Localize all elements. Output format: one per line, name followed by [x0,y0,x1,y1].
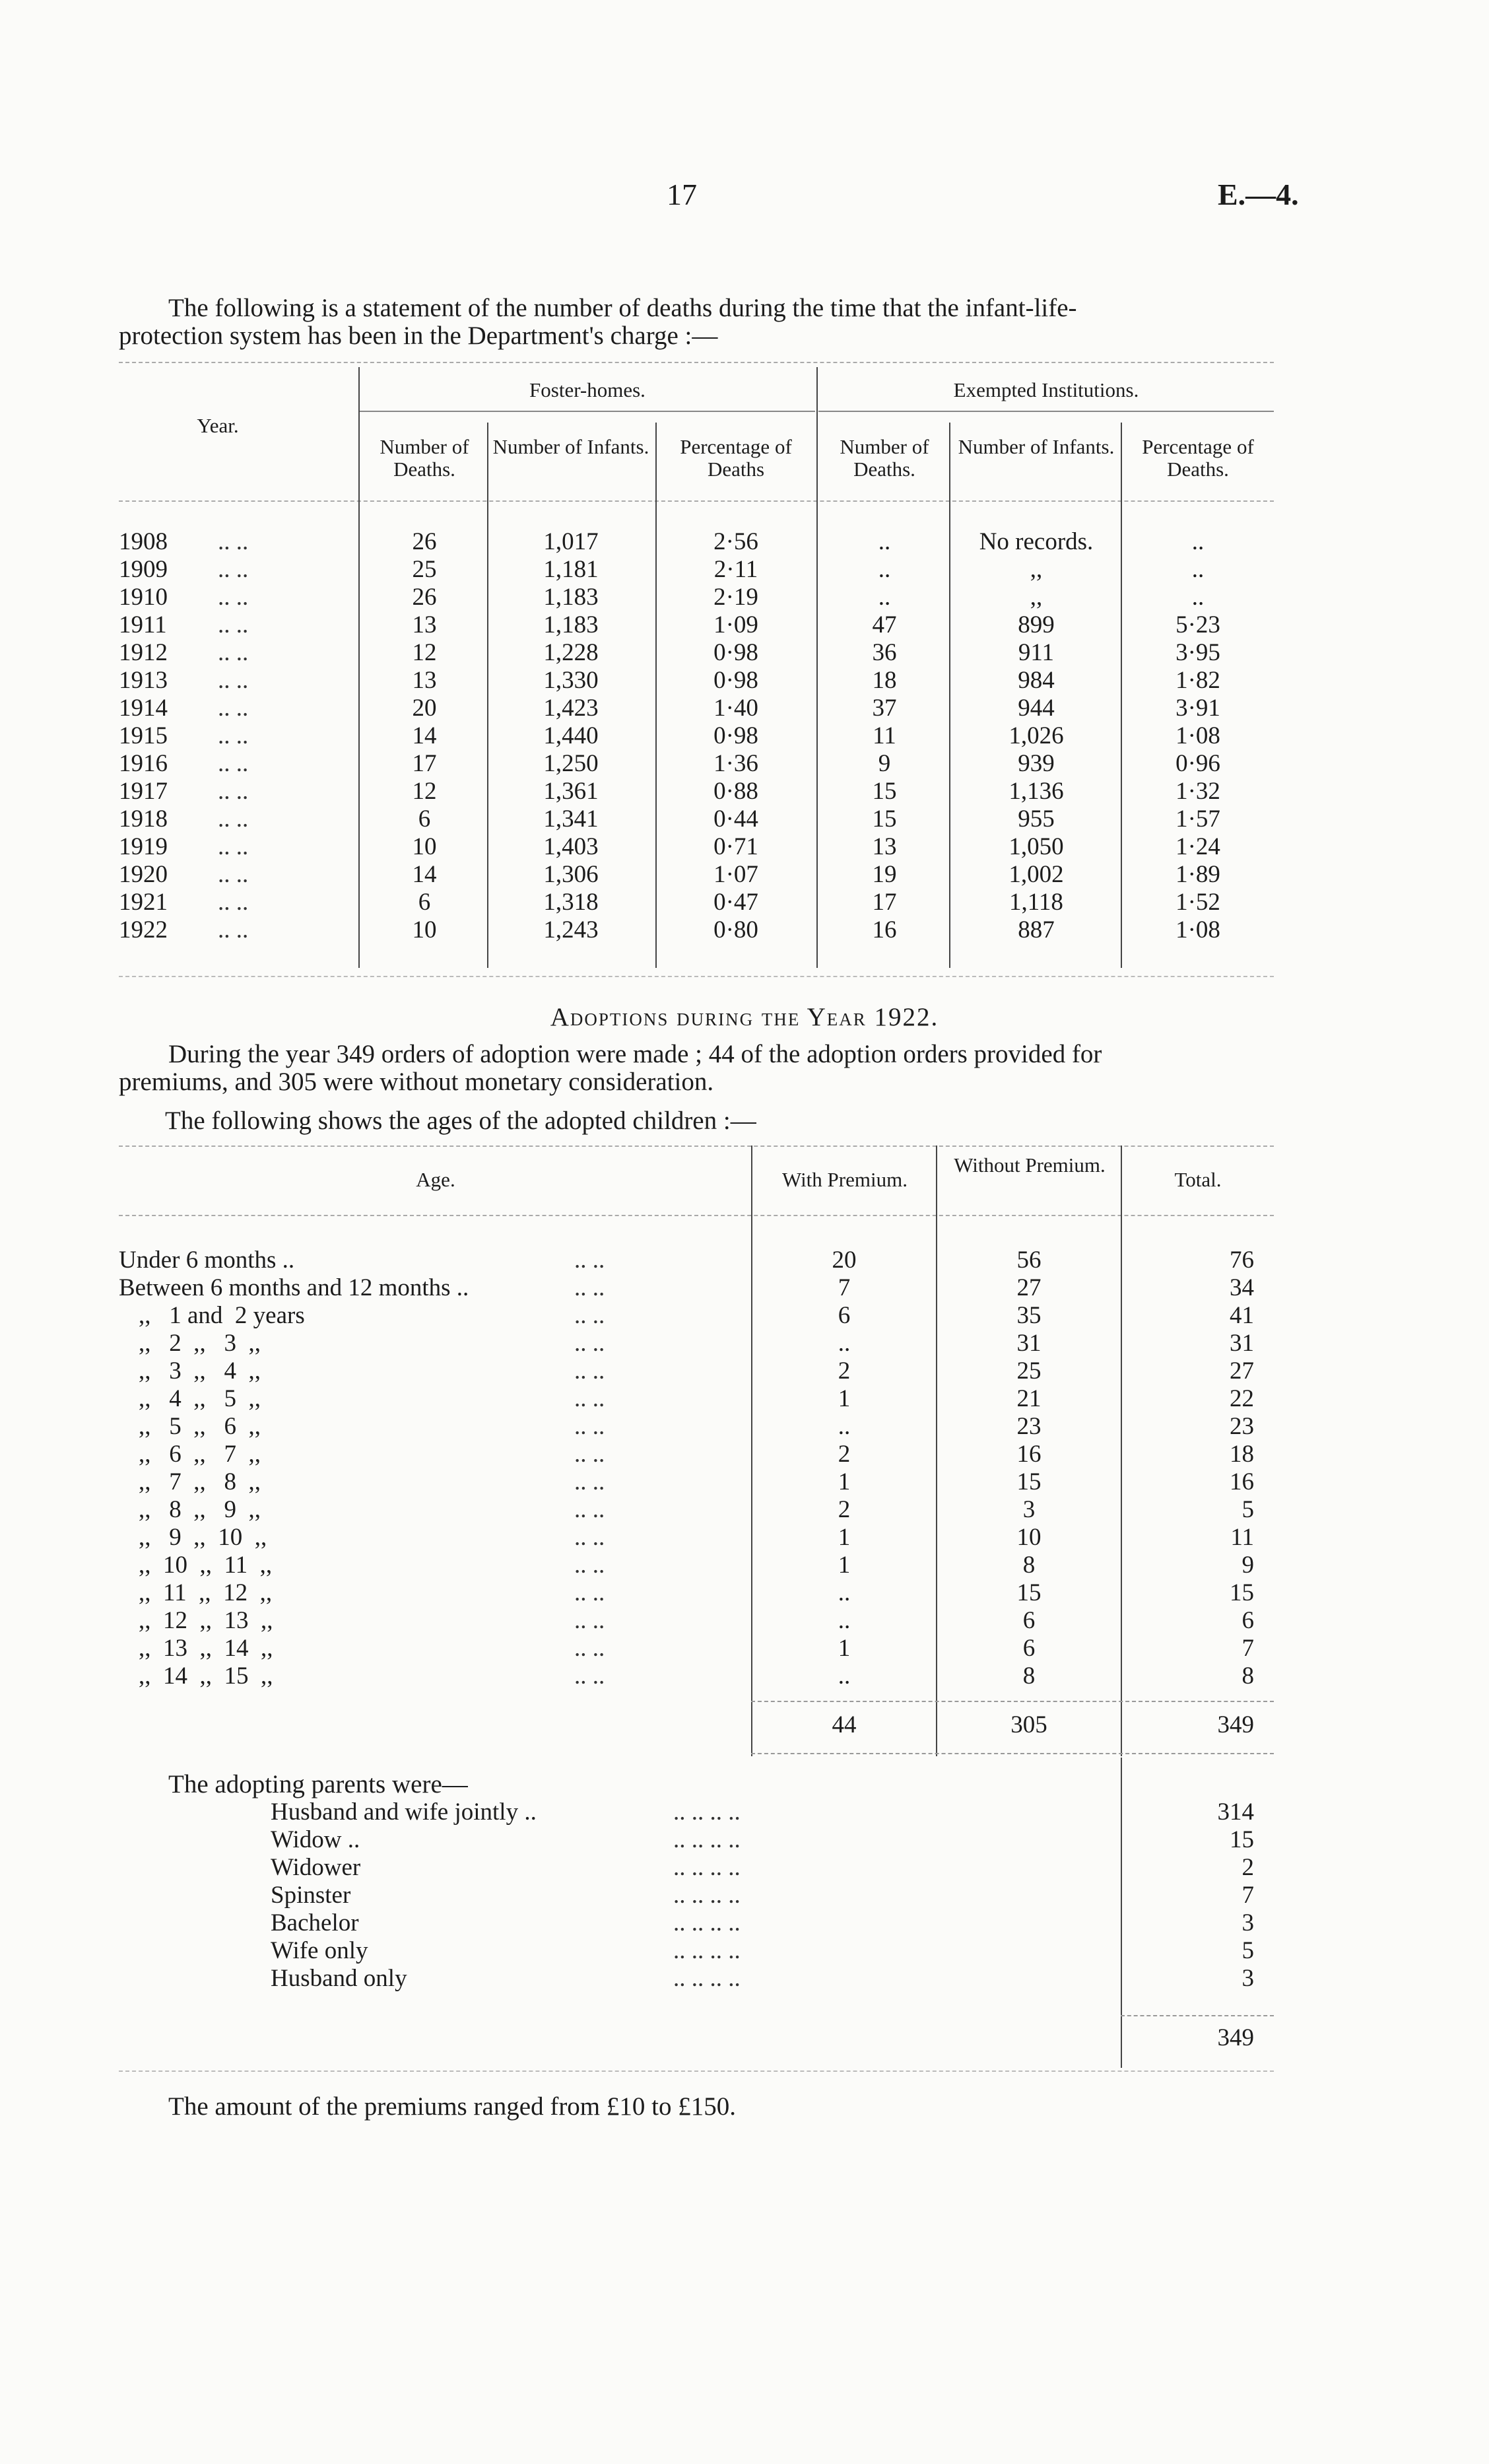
year-cell: 1918 [119,805,168,833]
leader-dots: .. .. [574,1524,605,1551]
year-cell: 1913 [119,667,168,694]
leader-dots: .. .. [574,1496,605,1523]
year-cell: 1912 [119,639,168,666]
leader-dots: .. .. [574,1330,605,1357]
total-cell: 16 [1230,1468,1254,1495]
leader-dots: .. .. [574,1413,605,1440]
foster-percentage-cell: 2·11 [713,556,758,583]
col-foster-infants-header: Number of Infants. [492,435,649,458]
foster-percentage-cell: 0·98 [713,667,758,694]
total-with-premium: 44 [832,1711,857,1738]
col-total-header: Total. [1174,1168,1222,1191]
parent-label-cell: Husband only [271,1965,407,1992]
parent-value-cell: 314 [1217,1798,1254,1826]
age-label-cell: ,, 12 ,, 13 ,, [139,1607,273,1634]
adoptions-text-line1: During the year 349 orders of adoption were made ; 44 of the adoption orders provided for [168,1040,1102,1068]
exempt-percentage-cell: 1·82 [1175,667,1220,694]
col-exempt-deaths-header: Number of Deaths. [840,435,929,481]
age-label-cell: ,, 7 ,, 8 ,, [139,1468,261,1495]
exempt-percentage-cell: 0·96 [1175,750,1220,777]
exempt-deaths-cell: 9 [878,750,891,777]
foster-deaths-cell: 26 [412,528,437,555]
exempt-infants-cell: 887 [1018,916,1055,943]
exempt-infants-cell: ,, [1030,556,1043,583]
with-premium-cell: .. [838,1607,851,1634]
table-rule [751,1753,1274,1754]
group-underline [818,411,1274,412]
foster-infants-cell: 1,423 [543,695,599,722]
year-cell: 1910 [119,584,168,611]
intro-text-line1: The following is a statement of the number of deaths during the time that the infant-life- [168,294,1077,322]
age-label-cell: ,, 13 ,, 14 ,, [139,1635,273,1662]
without-premium-cell: 23 [1016,1413,1042,1440]
ages-intro: The following shows the ages of the adopted children :— [165,1107,756,1135]
foster-deaths-cell: 6 [418,889,431,916]
foster-infants-cell: 1,183 [543,611,599,638]
with-premium-cell: 1 [838,1524,851,1551]
without-premium-cell: 8 [1022,1662,1036,1690]
without-premium-cell: 10 [1016,1524,1042,1551]
total-cell: 11 [1230,1524,1254,1551]
exempt-deaths-cell: 15 [872,805,897,833]
page-number: 17 [667,178,697,211]
exempt-deaths-cell: .. [878,584,891,611]
leader-dots: .. .. .. .. [673,1909,741,1936]
foster-percentage-cell: 0·44 [713,805,758,833]
with-premium-cell: 2 [838,1496,851,1523]
leader-dots: .. .. [218,833,249,860]
exempt-deaths-cell: 18 [872,667,897,694]
leader-dots: .. .. .. .. [673,1965,741,1992]
leader-dots: .. .. .. .. [673,1826,741,1853]
total-cell: 27 [1230,1357,1254,1385]
age-label-cell: ,, 5 ,, 6 ,, [139,1413,261,1440]
total-cell: 15 [1230,1579,1254,1606]
table-rule [119,1215,1274,1216]
leader-dots: .. .. [218,750,249,777]
total-cell: 7 [1241,1635,1254,1662]
without-premium-cell: 25 [1016,1357,1042,1385]
total-cell: 6 [1241,1607,1254,1634]
foster-infants-cell: 1,183 [543,584,599,611]
parent-label-cell: Wife only [271,1937,368,1964]
exempt-deaths-cell: 15 [872,778,897,805]
exempt-infants-cell: 984 [1018,667,1055,694]
year-header: Year. [197,414,239,437]
column-divider [358,367,360,968]
col-foster-percentage-header: Percentage of Deaths [680,435,792,481]
parent-value-cell: 2 [1241,1854,1254,1881]
premium-note: The amount of the premiums ranged from £10 to £150. [168,2092,736,2121]
age-label-cell: ,, 10 ,, 11 ,, [139,1552,273,1579]
parent-label-cell: Spinster [271,1882,351,1909]
foster-deaths-cell: 13 [412,667,437,694]
col-without-premium-header: Without Premium. [954,1153,1106,1177]
leader-dots: .. .. [218,916,249,943]
parents-total: 349 [1217,2024,1254,2051]
parent-label-cell: Bachelor [271,1909,359,1936]
exempt-deaths-cell: .. [878,556,891,583]
total-cell: 34 [1230,1274,1254,1301]
total-cell: 22 [1230,1385,1254,1412]
year-cell: 1909 [119,556,168,583]
exempt-percentage-cell: 1·52 [1175,889,1220,916]
leader-dots: .. .. [574,1385,605,1412]
exempt-percentage-cell: 1·08 [1175,916,1220,943]
foster-deaths-cell: 14 [412,722,437,749]
foster-homes-header: Foster-homes. [529,378,645,401]
exempt-deaths-cell: 16 [872,916,897,943]
exempt-deaths-cell: 36 [872,639,897,666]
exempt-percentage-cell: .. [1191,528,1205,555]
col-foster-deaths-header: Number of Deaths. [380,435,469,481]
age-label-cell: ,, 2 ,, 3 ,, [139,1330,261,1357]
age-label-cell: ,, 11 ,, 12 ,, [139,1579,273,1606]
leader-dots: .. .. [574,1357,605,1385]
leader-dots: .. .. [218,584,249,611]
leader-dots: .. .. [218,722,249,749]
foster-deaths-cell: 14 [412,861,437,888]
adoptions-text-line2: premiums, and 305 were without monetary consideration. [119,1068,714,1096]
parents-total-rule [1121,2015,1274,2016]
with-premium-cell: 2 [838,1441,851,1468]
year-cell: 1915 [119,722,168,749]
foster-percentage-cell: 2·19 [713,584,758,611]
exempt-percentage-cell: 1·24 [1175,833,1220,860]
without-premium-cell: 15 [1016,1468,1042,1495]
foster-deaths-cell: 26 [412,584,437,611]
total-cell: 9 [1241,1552,1254,1579]
foster-percentage-cell: 0·47 [713,889,758,916]
age-label-cell: Between 6 months and 12 months .. [119,1274,469,1301]
report-code: E.—4. [1218,178,1299,211]
foster-deaths-cell: 12 [412,778,437,805]
col-age-header: Age. [416,1168,455,1191]
foster-percentage-cell: 0·88 [713,778,758,805]
leader-dots: .. .. [574,1552,605,1579]
foster-percentage-cell: 1·09 [713,611,758,638]
foster-infants-cell: 1,341 [543,805,599,833]
foster-infants-cell: 1,306 [543,861,599,888]
leader-dots: .. .. .. .. [673,1798,741,1826]
parent-value-cell: 5 [1241,1937,1254,1964]
leader-dots: .. .. [218,667,249,694]
age-label-cell: ,, 9 ,, 10 ,, [139,1524,267,1551]
exempt-percentage-cell: 1·32 [1175,778,1220,805]
exempt-deaths-cell: 37 [872,695,897,722]
foster-percentage-cell: 0·71 [713,833,758,860]
exempt-deaths-cell: 17 [872,889,897,916]
parent-value-cell: 3 [1241,1909,1254,1936]
with-premium-cell: .. [838,1662,851,1690]
leader-dots: .. .. [218,805,249,833]
exempt-infants-cell: ,, [1030,584,1043,611]
leader-dots: .. .. .. .. [673,1854,741,1881]
foster-percentage-cell: 1·40 [713,695,758,722]
age-label-cell: ,, 3 ,, 4 ,, [139,1357,261,1385]
without-premium-cell: 6 [1022,1607,1036,1634]
exempt-percentage-cell: 1·57 [1175,805,1220,833]
age-label-cell: ,, 1 and 2 years [139,1302,305,1329]
without-premium-cell: 21 [1016,1385,1042,1412]
foster-infants-cell: 1,228 [543,639,599,666]
table-rule [119,1146,1274,1147]
foster-infants-cell: 1,250 [543,750,599,777]
without-premium-cell: 8 [1022,1552,1036,1579]
foster-percentage-cell: 0·98 [713,639,758,666]
with-premium-cell: .. [838,1413,851,1440]
parent-label-cell: Widower [271,1854,361,1881]
foster-deaths-cell: 6 [418,805,431,833]
parent-value-cell: 3 [1241,1965,1254,1992]
exempt-deaths-cell: 11 [873,722,896,749]
exempt-infants-cell: 1,118 [1009,889,1063,916]
leader-dots: .. .. [574,1579,605,1606]
table-rule [119,2070,1274,2072]
exempt-infants-cell: 1,026 [1009,722,1064,749]
leader-dots: .. .. [574,1274,605,1301]
total-total: 349 [1217,1711,1254,1738]
leader-dots: .. .. [218,778,249,805]
without-premium-cell: 3 [1022,1496,1036,1523]
total-cell: 41 [1230,1302,1254,1329]
leader-dots: .. .. [574,1635,605,1662]
exempt-percentage-cell: 5·23 [1175,611,1220,638]
with-premium-cell: 2 [838,1357,851,1385]
year-cell: 1921 [119,889,168,916]
age-label-cell: ,, 8 ,, 9 ,, [139,1496,261,1523]
exempt-infants-cell: 1,136 [1009,778,1064,805]
total-cell: 18 [1230,1441,1254,1468]
leader-dots: .. .. .. .. [673,1882,741,1909]
leader-dots: .. .. [218,611,249,638]
with-premium-cell: 1 [838,1385,851,1412]
exempt-infants-cell: No records. [979,528,1094,555]
foster-deaths-cell: 17 [412,750,437,777]
foster-infants-cell: 1,318 [543,889,599,916]
foster-deaths-cell: 12 [412,639,437,666]
foster-percentage-cell: 1·07 [713,861,758,888]
leader-dots: .. .. [574,1468,605,1495]
total-cell: 5 [1241,1496,1254,1523]
leader-dots: .. .. [218,639,249,666]
with-premium-cell: 1 [838,1552,851,1579]
age-label-cell: ,, 14 ,, 15 ,, [139,1662,273,1690]
leader-dots: .. .. [574,1302,605,1329]
exempt-deaths-cell: 47 [872,611,897,638]
with-premium-cell: 1 [838,1468,851,1495]
foster-deaths-cell: 25 [412,556,437,583]
foster-deaths-cell: 13 [412,611,437,638]
foster-infants-cell: 1,403 [543,833,599,860]
with-premium-cell: .. [838,1330,851,1357]
leader-dots: .. .. [218,889,249,916]
exempt-percentage-cell: 3·91 [1175,695,1220,722]
with-premium-cell: 20 [832,1247,857,1274]
exempt-percentage-cell: 1·89 [1175,861,1220,888]
parent-value-cell: 7 [1241,1882,1254,1909]
exempt-infants-cell: 911 [1018,639,1055,666]
leader-dots: .. .. [574,1441,605,1468]
foster-infants-cell: 1,440 [543,722,599,749]
table-rule [119,362,1274,363]
parent-value-cell: 15 [1230,1826,1254,1853]
with-premium-cell: .. [838,1579,851,1606]
age-label-cell: Under 6 months .. [119,1247,295,1274]
year-cell: 1919 [119,833,168,860]
total-cell: 76 [1230,1247,1254,1274]
year-cell: 1914 [119,695,168,722]
exempt-deaths-cell: .. [878,528,891,555]
col-exempt-percentage-header: Percentage of Deaths. [1142,435,1254,481]
without-premium-cell: 6 [1022,1635,1036,1662]
leader-dots: .. .. [574,1607,605,1634]
foster-infants-cell: 1,181 [543,556,599,583]
total-cell: 31 [1230,1330,1254,1357]
exempt-percentage-cell: 1·08 [1175,722,1220,749]
parent-label-cell: Husband and wife jointly .. [271,1798,537,1826]
exempt-deaths-cell: 19 [872,861,897,888]
exempt-infants-cell: 899 [1018,611,1055,638]
with-premium-cell: 1 [838,1635,851,1662]
foster-percentage-cell: 0·80 [713,916,758,943]
foster-infants-cell: 1,017 [543,528,599,555]
exempt-infants-cell: 939 [1018,750,1055,777]
table-rule [119,500,1274,502]
foster-infants-cell: 1,330 [543,667,599,694]
leader-dots: .. .. .. .. [673,1937,741,1964]
total-without-premium: 305 [1010,1711,1047,1738]
leader-dots: .. .. [218,695,249,722]
with-premium-cell: 6 [838,1302,851,1329]
age-label-cell: ,, 4 ,, 5 ,, [139,1385,261,1412]
parents-intro: The adopting parents were— [168,1770,468,1798]
year-cell: 1920 [119,861,168,888]
year-cell: 1917 [119,778,168,805]
leader-dots: .. .. [218,528,249,555]
exempted-institutions-header: Exempted Institutions. [953,378,1139,401]
without-premium-cell: 31 [1016,1330,1042,1357]
without-premium-cell: 15 [1016,1579,1042,1606]
exempt-percentage-cell: 3·95 [1175,639,1220,666]
year-cell: 1916 [119,750,168,777]
parent-label-cell: Widow .. [271,1826,360,1853]
column-divider [816,367,818,968]
exempt-percentage-cell: .. [1191,556,1205,583]
col-with-premium-header: With Premium. [782,1168,908,1191]
leader-dots: .. .. [218,556,249,583]
without-premium-cell: 35 [1016,1302,1042,1329]
exempt-infants-cell: 944 [1018,695,1055,722]
leader-dots: .. .. [218,861,249,888]
foster-infants-cell: 1,361 [543,778,599,805]
exempt-deaths-cell: 13 [872,833,897,860]
year-cell: 1911 [119,611,167,638]
foster-deaths-cell: 20 [412,695,437,722]
foster-infants-cell: 1,243 [543,916,599,943]
intro-text-line2: protection system has been in the Department's charge :— [119,322,718,350]
without-premium-cell: 27 [1016,1274,1042,1301]
total-cell: 8 [1241,1662,1254,1690]
with-premium-cell: 7 [838,1274,851,1301]
without-premium-cell: 56 [1016,1247,1042,1274]
without-premium-cell: 16 [1016,1441,1042,1468]
col-exempt-infants-header: Number of Infants. [958,435,1115,458]
foster-deaths-cell: 10 [412,916,437,943]
foster-percentage-cell: 2·56 [713,528,758,555]
foster-percentage-cell: 0·98 [713,722,758,749]
year-cell: 1908 [119,528,168,555]
foster-percentage-cell: 1·36 [713,750,758,777]
exempt-infants-cell: 955 [1018,805,1055,833]
group-underline [360,411,815,412]
totals-rule [751,1701,1274,1702]
exempt-infants-cell: 1,002 [1009,861,1064,888]
adoptions-heading: Adoptions during the Year 1922. [550,1003,939,1031]
exempt-infants-cell: 1,050 [1009,833,1064,860]
leader-dots: .. .. [574,1247,605,1274]
exempt-percentage-cell: .. [1191,584,1205,611]
age-label-cell: ,, 6 ,, 7 ,, [139,1441,261,1468]
year-cell: 1922 [119,916,168,943]
foster-deaths-cell: 10 [412,833,437,860]
leader-dots: .. .. [574,1662,605,1690]
table-rule [119,976,1274,977]
total-cell: 23 [1230,1413,1254,1440]
